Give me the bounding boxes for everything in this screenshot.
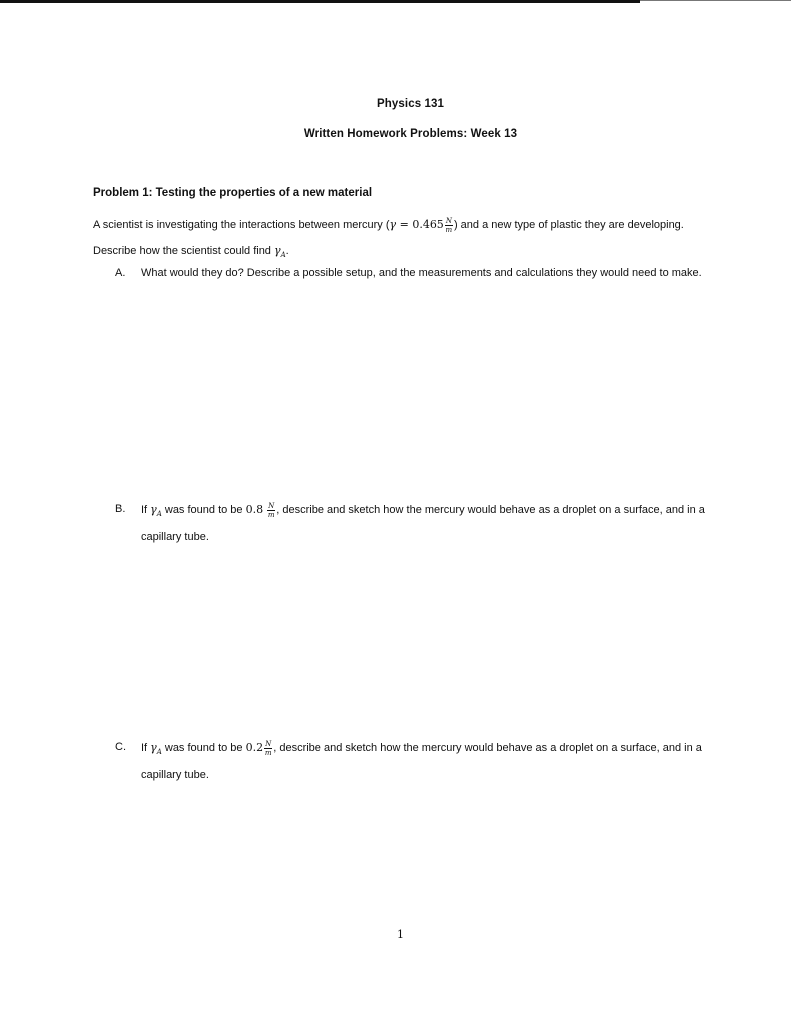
gamma-symbol: γ [389,218,397,231]
part-c-lead: If [141,742,151,754]
part-c [115,736,715,787]
gamma-a-subscript: A [280,251,286,260]
part-b-gamma-symbol: γ [150,503,157,516]
part-c-unit-numerator: N [265,739,272,748]
part-a-label: A. [115,267,126,279]
part-b-gamma-subscript: A [156,510,162,519]
unit-numerator: N [445,216,452,225]
part-c-text [141,736,715,787]
part-c-label: C. [115,741,126,753]
part-a-text: What would they do? Describe a possible setup, and the measurements and calculations they would need to make. [141,267,702,279]
part-b-value: 0.8 [245,503,264,516]
part-c-gamma-subscript: A [156,748,162,757]
problem-heading: Problem 1: Testing the properties of a new material [93,187,373,199]
problem-intro [93,212,713,268]
intro-end: . [285,245,289,257]
unit-denominator: m [445,225,453,234]
part-b [115,498,715,549]
part-c-unit-denominator: m [264,748,272,757]
part-c-value: 0.2 [245,741,264,754]
part-a [115,262,715,285]
intro-text-1: A scientist is investigating the interactions between mercury ( [93,219,390,231]
page-number: 1 [397,928,404,941]
intro-text-2: ) and a new type of plastic they are developing. Describe how the scientist could find [93,219,684,257]
course-title: Physics 131 [377,98,444,110]
part-c-gamma-symbol: γ [150,741,157,754]
gamma-value: = 0.465 [396,218,444,231]
part-b-mid: was found to be [161,504,246,516]
part-c-mid: was found to be [161,742,246,754]
part-c-rest: , describe and sketch how the mercury would behave as a droplet on a surface, and in a capillary tube. [141,742,702,782]
scan-edge-bar [0,0,640,3]
part-b-label: B. [115,503,126,515]
unit-fraction [445,217,453,234]
part-b-unit-fraction [267,502,275,519]
gamma-a-symbol: γ [273,244,281,257]
part-b-rest: , describe and sketch how the mercury would behave as a droplet on a surface, and in a capillary tube. [141,504,705,544]
scan-edge-bar-tail [640,0,791,1]
part-b-text [141,498,715,549]
part-b-unit-numerator: N [268,501,275,510]
part-c-unit-fraction [264,740,272,757]
part-b-unit-denominator: m [267,510,275,519]
part-b-lead: If [141,504,151,516]
assignment-title: Written Homework Problems: Week 13 [303,128,518,140]
